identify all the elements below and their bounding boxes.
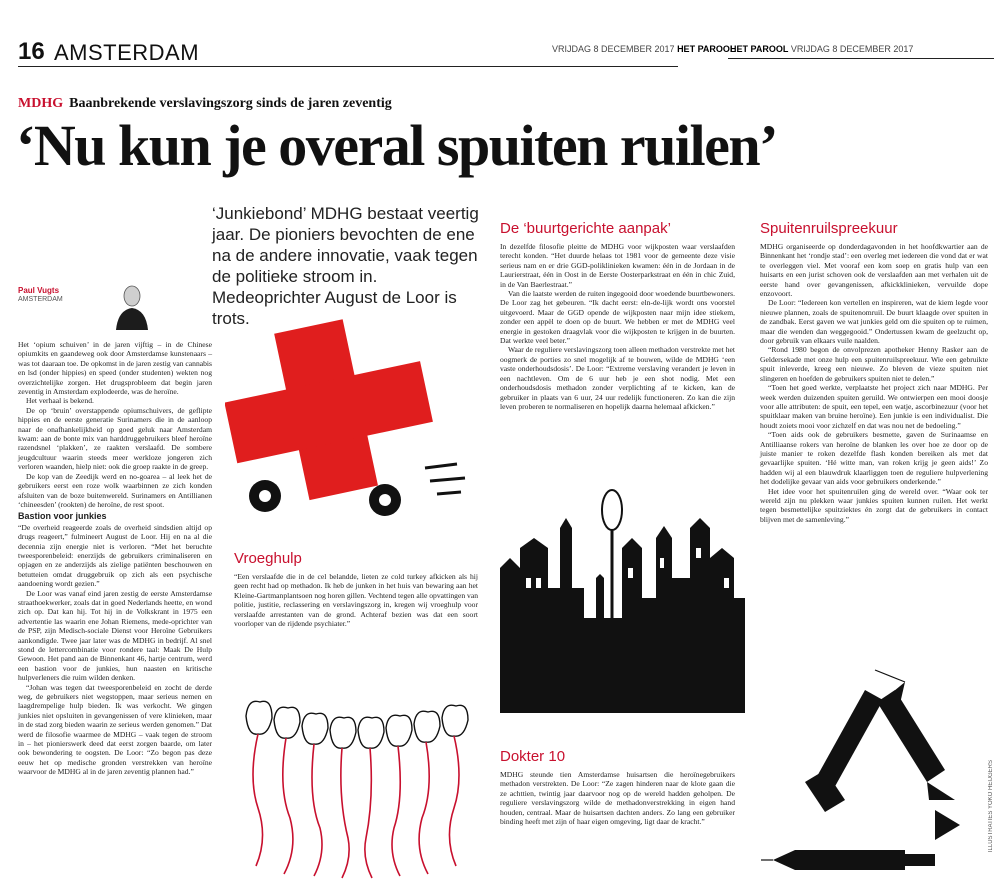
page-number: 16	[18, 38, 45, 65]
section-title: AMSTERDAM	[54, 40, 200, 65]
kicker	[18, 96, 392, 112]
buurt-text	[500, 242, 735, 411]
left-paper: HET PAROOL	[677, 44, 736, 54]
paragraph: “Johan was tegen dat tweesporenbeleid en zocht de derde weg, de gebruikers niet wegstoppen, maar serieus nemen en laagdrempelige hulp bieden. Ik was verkocht. We gingen junkies niet opsluiten in gevangenissen of vere klinieken, maar in de stad zorg bieden waarin ze serieus werden genomen.” Dat werd de filosofie waarmee de MDHG – vaak tegen de stroom in – het pionierswerk deed dat eerst zorgen baarde, om later ook bewondering te oogsten. De Loor: “Zo begon pas deze eeuw het op medische gronden verstrekken van heroïne waarvoor de MDHG al in de jaren zeventig plannen had.”	[18, 682, 212, 777]
buurt-title: De ‘buurtgerichte aanpak’	[500, 220, 671, 237]
paragraph: “Een verslaafde die in de cel belandde, lieten ze cold turkey afkicken als hij geen recht had op methadon. Ik heb de junken in het huis van bewaring aan het Kleine-Gartmanplantsoen nog horen gillen. Vechtend tegen alle opvattingen van politie, justitie, reclassering en verslavingszorg in, kregen wij vroeghulp voor verslaafde arrestanten van de grond. Achteraf bezien was dat een soort voorloper van de rijdende psychiater.”	[234, 572, 478, 629]
paragraph: MDHG steunde tien Amsterdamse huisartsen die heroïnegebruikers methadon verstrekten. De Loor: “Ze zagen hinderen naar de klote gaan die ze achttien, twintig jaar daarvoor nog op de wereld hadden geholpen. De reguliere verslavingszorg wilde de methadonverstrekking in eigen hand houden, centraal. Maar de huisartsen dachten anders. Zo lang een gebruiker binding heeft met zijn of haar eigen omgeving, ligt daar de kracht.”	[500, 770, 735, 827]
header-rule-left	[18, 66, 678, 67]
kicker-text: Baanbrekende verslavingszorg sinds de jaren zeventig	[69, 96, 392, 111]
vroeghulp-text	[234, 572, 478, 628]
left-date: VRIJDAG 8 DECEMBER 2017	[552, 44, 675, 54]
paragraph: “Rond 1980 begon de onvolprezen apotheker Henny Rasker aan de Geldersekade met onze hulp een spuitenruilspreekuur. Wie een gebruikte spuit inleverde, kreeg een nieuwe. Zo bleven de vieze spuiten niet slingeren en hoefden de gebruikers spuiten niet te delen.”	[760, 345, 988, 383]
left-dateline	[552, 44, 735, 54]
right-dateline	[730, 44, 913, 54]
dokter-title: Dokter 10	[500, 748, 566, 765]
skyline-spoon-illustration	[500, 488, 755, 713]
main-column	[18, 340, 212, 777]
paragraph: De Loor was vanaf eind jaren zestig de eerste Amsterdamse straathoekwerker, zoals dat in goed Nederlands heette, en wond zich op. Dat kan hij. Tot hij in de Volkskrant in 1975 een advertentie las waarin ene Johan Riemens, mede-oprichter van de PSP, zijn Medisch-sociale Dienst voor Heroïne Gebruikers aankondigde. Twee jaar later was de MDHG in bedrijf. Al snel stond de lettercombinatie voor rondere taal: Maak De Hulp Gewoon. Het pand aan de Binnenkant 46, hartje centrum, werd een bastion voor de junkies, hun naasten en kritische hulpverleners die ruim wilden denken.	[18, 588, 212, 683]
author-location: AMSTERDAM	[18, 296, 63, 303]
paragraph: Het ‘opium schuiven’ in de jaren vijftig – in de Chinese opiumkits en gaandeweg ook door Amsterdamse kunstenaars – was tot daaraan toe. De opkomst in de jaren zestig van cannabis en lsd (onder hippies) en speed (onder studenten) wekten nog overzichtelijke zorgen. Het drugsprobleem dat begin jaren zeventig in Amsterdam explodeerde, was de heroïne.	[18, 340, 212, 397]
paragraph: “De overheid reageerde zoals de overheid sindsdien altijd op drugs reageert,” fulmineert August de Loor. Hij en na al die decennia zijn energie niet is verloren. “Met het beruchte tweesporenbeleid: enerzijds de gebruikers criminaliseren en opjagen en ze anderzijds als zielige patiënten beschouwen en betutteien omdat druggebruik op zich als een psychische aandoening wordt gezien.”	[18, 522, 212, 589]
right-paper: HET PAROOL	[730, 44, 789, 54]
paragraph: Van die laatste werden de ruiten ingegooid door woedende buurtbewoners. De Loor zag het gebeuren. “Ik dacht eerst: eln-de-lijk wordt ons voorstel uitgevoerd. Maar de GGD opende de wijkposten naar mijn idee stiekem, zonder een appèl te doen op de buurt. We hebben er met de MDHG veel energie in gestoken draagvlak voor die wijkposten te krijgen in de buurten. Dat werkte veel beter.”	[500, 289, 735, 346]
illustration-credit: ILLUSTRATIES YOKO HEIJGERS	[988, 760, 994, 853]
paragraph: Waar de reguliere verslavingszorg toen alleen methadon verstrekte met het oogmerk de porties zo snel mogelijk af te bouwen, wilde de MDHG ‘een vaste onderhoudsdosis’. De Loor: “Extreme verslaving verandert je leven in een nachtleven. Om de 6 uur heb je een shot nodig. Met een onderhoudsdosis methadon zonder verplichting af te kicken, kan de gebruiker in plaats van 6 uur, 24 uur redelijk functioneren. Zo kan die zijn leven proberen te normaliseren en hopelijk daarna helemaal afkicken.”	[500, 345, 735, 411]
vroeghulp-title: Vroeghulp	[234, 550, 302, 567]
teeth-illustration	[228, 688, 493, 883]
right-date: VRIJDAG 8 DECEMBER 2017	[790, 44, 914, 54]
author-name: Paul Vugts	[18, 286, 60, 295]
author-photo	[112, 282, 152, 330]
red-cross-illustration	[225, 318, 475, 523]
kicker-tag: MDHG	[18, 96, 64, 111]
paragraph: In dezelfde filosofie pleitte de MDHG voor wijkposten waar verslaafden terecht konden. “Het duurde helaas tot 1981 voor de gemeente deze visie serieus nam en er drie GGD-poliklinieken kwamen: één in de Jordaan in de Laurierstraat, één in Oost in de Eerste Oosterparkstraat en één in chic Zuid, in de Van Baerlestraat.”	[500, 242, 735, 289]
paragraph: Het verhaal is bekend.	[26, 396, 94, 406]
paragraph: De Loor: “Iedereen kon vertellen en inspireren, wat de kiem legde voor nieuwe plannen, zoals de spuitenomruil. De buurt klaagde over spuiten in de zandbak. Eerst gaven we wat junkies geld om die spuiten op te ruimen, maar die wenden dan weggegooid.” Ondertussen kwam de geelzucht op, door gebruik van elkaars vuile naalden.	[760, 298, 988, 346]
headline: ‘Nu kun je overal spuiten ruilen’	[16, 113, 777, 178]
paragraph: “Toen het goed werkte, verplaatste het project zich naar MDHG. Per week werden duizenden spuiten geruild. We ontwierpen een mooi doosje voor alle attributen: de spuit, een tepel, een watje, ascorbinezuur (voor het spuitklaar maken van bruine heroïne). Een junkie is een individualist. Die houdt zoiets mooi voor zichzelf en dat was nou net de bedoeling.”	[760, 383, 988, 430]
dokter-text	[500, 770, 735, 826]
paragraph: Het idee voor het spuitenruilen ging de wereld over. “Waar ook ter wereld zijn nu plekken waar junkies spuiten kunnen ruilen. Het werkt tegen besmettelijke spuitziektes én zorgt dat de gebruikers in contact blijven met de samenleving.”	[760, 486, 988, 524]
paragraph: “Toen aids ook de gebruikers besmette, gaven de Surinaamse en Antilliaanse rokers van heroïne de blanken les over hoe ze door op de juiste manier te roken dezelfde flash konden bereiken als met dat gevaarlijke spuiten. ‘Hé witte man, van roken krijg je geen aids!’ Zo hadden wij al een blauwdruk klaarliggen toen de reguliere hulpverlening het dodelijke gevaar van aids voor gebruikers onderkende.”	[760, 430, 988, 487]
paragraph: De op ‘bruin’ overstappende opiumschuivers, de geflipte hippies en de eerste generatie Surinamers die in de aanloop naar de onafhankelijkheid op goed geluk naar Amsterdam kwam: aan de bonte mix van harddruggebruikers bleef heroïne razendsnel ‘plakken’, ze raakten verslaafd. De sombere jeugdcultuur waarin steeds meer werkloze jongeren zich verloren waanden, hielp niet: ook die groep raakte in de greep.	[18, 405, 212, 472]
header-rule-right	[728, 58, 994, 59]
intro: ‘Junkiebond’ MDHG bestaat veertig jaar. De pioniers bevochten de ene na de andere innovatie, vaak tegen de politieke stroom in. Medeoprichter August de Loor is trots.	[212, 204, 479, 328]
subhead: Bastion voor junkies	[18, 511, 107, 522]
paragraph: MDHG organiseerde op donderdagavonden in het hoofdkwartier aan de Binnenkant het ‘rondje stad’: een overleg met iedereen die vond dat er wat te overleggen viel. Met vooraf een kom soep en gratis hulp van een huisarts en een jurist schoven ook de verslaafden aan met verhalen uit de eerste hand over gevangenissen, afkickklinieken, vervuilde dope enzovoort.	[760, 242, 988, 299]
spuiten-text	[760, 242, 988, 524]
paragraph: De kop van de Zeedijk werd en no-goarea – al leek het de gebruikers eerst een roze wolk waarbinnen ze zich konden afsluiten van de boze buitenwereld. Surinamers en Antillianen ‘chineesden’ (rookten) de heroïne, de rest spoot.	[18, 471, 212, 509]
spuiten-title: Spuitenruilspreekuur	[760, 220, 898, 237]
recycle-syringes-illustration	[755, 660, 985, 882]
